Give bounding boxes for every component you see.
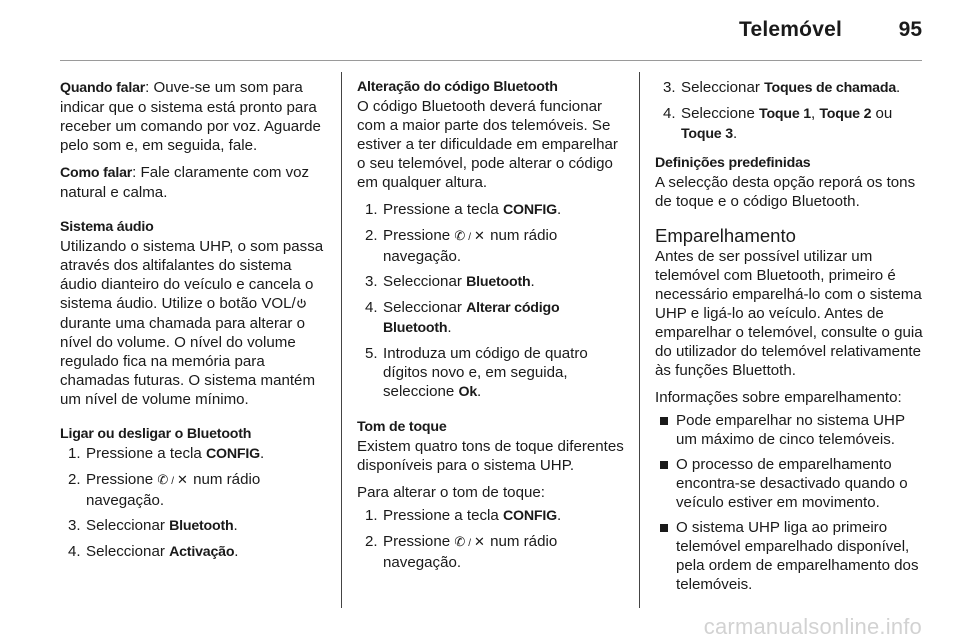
bullet-icon [660,461,668,469]
steps-list [60,444,330,562]
list-item: 3. Seleccionar Bluetooth. [365,273,535,290]
list-item: 5. Introduza um código de quatro dígitos novo e, em seguida, seleccione Ok. [365,345,588,400]
list-item: 3. Seleccionar Bluetooth. [68,517,238,534]
paragraph-quando-falar: Quando falar: Ouve-se um som para indicar que o sistema está pronto para receber um comando por voz. Aguarde pelo som e, em seguida, fale. [60,79,321,154]
section-text: Antes de ser possível utilizar um telemóvel com Bluetooth, primeiro é necessário emparelhá-lo com o sistema UHP e ligá-lo ao veículo. Antes de emparelhar o telemóvel, consulte o guia do utilizador do telemóvel relativamente às funções Bluettoth. [655,248,923,379]
column-divider [341,72,342,608]
header-rule [60,60,922,61]
section-heading: Ligar ou desligar o Bluetooth [60,426,252,442]
section-heading: Alteração do código Bluetooth [357,79,558,95]
section-text: A selecção desta opção reporá os tons de toque e o código Bluetooth. [655,174,916,210]
section-alteracao-codigo [357,78,625,402]
bullet-list [655,411,927,594]
section-heading: Tom de toque [357,419,447,435]
section-heading: Definições predefinidas [655,155,811,171]
bullet-icon [660,417,668,425]
section-text: O código Bluetooth deverá funcionar com a maior parte dos telemóveis. Se estiver a ter dificuldade em emparelhar o seu telemóvel, pode alterar o código em qualquer altura. [357,98,618,191]
section-text: Existem quatro tons de toque diferentes disponíveis para o sistema UHP. [357,438,624,474]
phone-answer-icon: ✆ [454,228,467,243]
section-tom-de-toque [357,418,625,572]
column-divider [639,72,640,608]
phone-answer-icon: ✆ [454,534,467,549]
list-item: Pode emparelhar no sistema UHP um máximo de cinco telemóveis. [655,411,927,449]
bullet-icon [660,524,668,532]
phone-end-icon: ✕ [177,472,189,487]
list-item: 4. Seleccionar Alterar código Bluetooth. [365,299,560,336]
section-emparelhamento [655,225,927,594]
section-text: Para alterar o tom de toque: [357,484,545,501]
page-title: Telemóvel [739,18,842,41]
phone-end-icon: ✕ [474,228,486,243]
section-definicoes [655,154,927,211]
column-3 [655,78,927,600]
list-item: 4. Seleccionar Activação. [68,543,239,560]
list-item: O processo de emparelhamento encontra-se desactivado quando o veículo estiver em movimento. [655,455,927,512]
section-text: Utilizando o sistema UHP, o som passa através dos altifalantes do sistema áudio dianteiro do veículo e cancela o sistema áudio. Utilize o botão VOL/ durante uma chamada para alterar o nível do volume. O nível do volume regulado fica na memória para chamadas futuras. O sistema mantém um nível de volume mínimo. [60,238,324,408]
steps-list [655,78,927,144]
section-heading: Sistema áudio [60,219,154,235]
page-number: 95 [898,18,922,41]
list-item: 3. Seleccionar Toques de chamada. [663,79,901,96]
column-2 [357,78,625,578]
list-item: 1. Pressione a tecla CONFIG. [68,445,265,462]
list-item: 4. Seleccione Toque 1, Toque 2 ou Toque 3. [663,105,893,142]
phone-answer-icon: ✆ [157,472,170,487]
power-icon [296,295,307,314]
section-bluetooth-onoff [60,425,330,562]
list-item: 1. Pressione a tecla CONFIG. [365,507,562,524]
section-heading: Emparelhamento [655,225,796,246]
paragraph-como-falar: Como falar: Fale claramente com voz natural e calma. [60,164,310,201]
section-sistema-audio [60,218,330,409]
column-1 [60,78,330,568]
list-item: 2. Pressione ✆ / ✕ num rádio navegação. [68,471,261,509]
list-item: O sistema UHP liga ao primeiro telemóvel emparelhado disponível, pela ordem de emparelhamento dos telemóveis. [655,518,927,594]
list-item: 2. Pressione ✆ / ✕ num rádio navegação. [365,227,558,265]
section-text: Informações sobre emparelhamento: [655,389,902,406]
phone-end-icon: ✕ [474,534,486,549]
steps-list [357,200,625,402]
watermark: carmanualsonline.info [703,614,922,639]
list-item: 2. Pressione ✆ / ✕ num rádio navegação. [365,533,558,571]
page-header [0,0,960,60]
list-item: 1. Pressione a tecla CONFIG. [365,201,562,218]
steps-list [357,506,625,572]
